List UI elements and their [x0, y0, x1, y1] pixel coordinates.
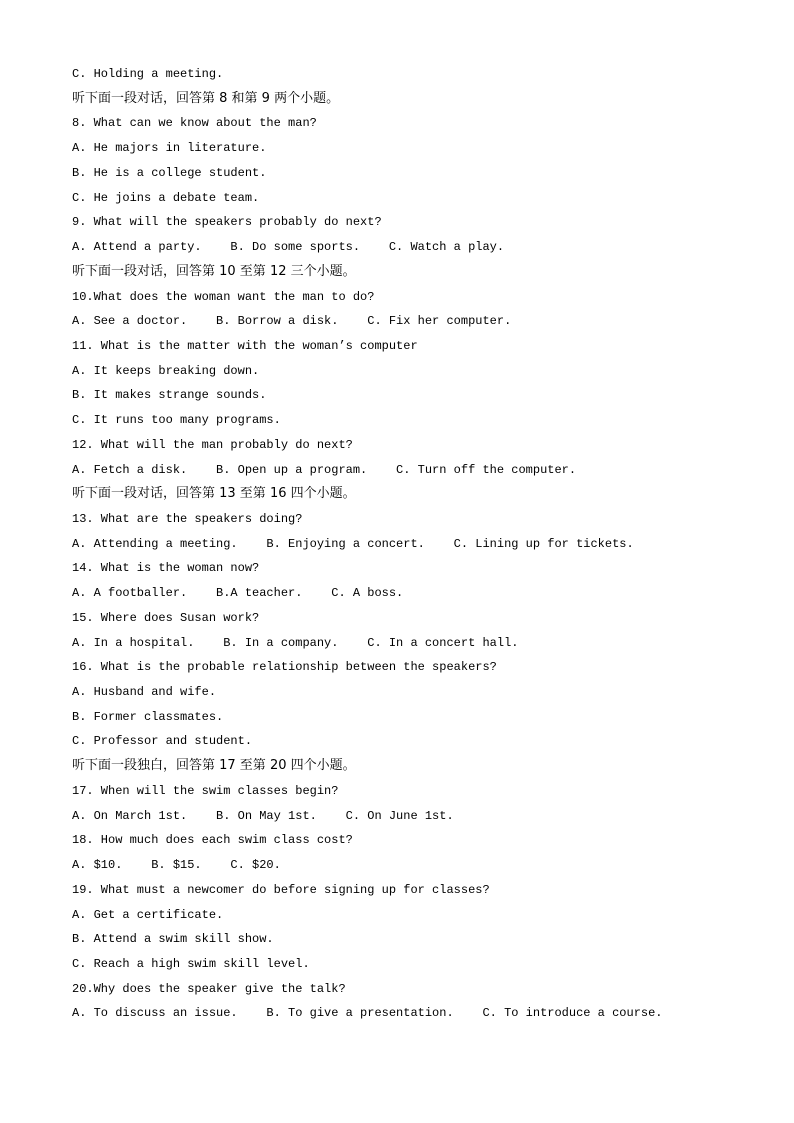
- section-instruction: 听下面一段对话，回答第 10 至第 12 三个小题。: [72, 263, 356, 279]
- question-text: 18. How much does each swim class cost?: [72, 833, 353, 848]
- question-text: 19. What must a newcomer do before signing up for classes?: [72, 882, 490, 897]
- answer-option: B. It makes strange sounds.: [72, 388, 267, 403]
- answer-option: A. Fetch a disk. B. Open up a program. C. Turn off the computer.: [72, 462, 577, 477]
- answer-option: B. Attend a swim skill show.: [72, 932, 274, 947]
- answer-option: A. He majors in literature.: [72, 141, 267, 156]
- answer-option: A. In a hospital. B. In a company. C. In a concert hall.: [72, 635, 519, 650]
- question-text: 20.Why does the speaker give the talk?: [72, 981, 346, 996]
- question-text: 16. What is the probable relationship between the speakers?: [72, 660, 497, 675]
- answer-option: C. Professor and student.: [72, 734, 253, 749]
- answer-option: C. Reach a high swim skill level.: [72, 956, 310, 971]
- question-text: 13. What are the speakers doing?: [72, 512, 303, 526]
- question-text: 11. What is the matter with the woman’s computer: [72, 338, 418, 353]
- answer-option: A. Husband and wife.: [72, 685, 217, 699]
- question-text: 15. Where does Susan work?: [72, 610, 260, 625]
- question-text: 10.What does the woman want the man to do?: [72, 289, 375, 304]
- answer-option: A. See a doctor. B. Borrow a disk. C. Fix her computer.: [72, 314, 512, 329]
- answer-option: A. On March 1st. B. On May 1st. C. On June 1st.: [72, 808, 454, 823]
- question-text: 12. What will the man probably do next?: [72, 437, 353, 452]
- section-instruction: 听下面一段独白，回答第 17 至第 20 四个小题。: [72, 758, 356, 774]
- question-text: 14. What is the woman now?: [72, 561, 260, 576]
- answer-option: A. To discuss an issue. B. To give a presentation. C. To introduce a course.: [72, 1006, 663, 1021]
- section-instruction: 听下面一段对话，回答第 13 至第 16 四个小题。: [72, 486, 356, 502]
- answer-option: A. Attend a party. B. Do some sports. C. Watch a play.: [72, 240, 505, 254]
- answer-option: A. Attending a meeting. B. Enjoying a concert. C. Lining up for tickets.: [72, 536, 634, 551]
- answer-option: A. It keeps breaking down.: [72, 363, 260, 378]
- answer-option: C. It runs too many programs.: [72, 413, 281, 428]
- answer-option: B. He is a college student.: [72, 165, 267, 180]
- section-instruction: 听下面一段对话，回答第 8 和第 9 两个小题。: [72, 90, 340, 106]
- question-text: 17. When will the swim classes begin?: [72, 783, 339, 798]
- question-text: 9. What will the speakers probably do next?: [72, 215, 382, 230]
- answer-option: C. He joins a debate team.: [72, 190, 260, 205]
- answer-option: A. A footballer. B.A teacher. C. A boss.: [72, 586, 404, 601]
- answer-option: C. Holding a meeting.: [72, 67, 224, 81]
- answer-option: A. $10. B. $15. C. $20.: [72, 858, 281, 872]
- question-text: 8. What can we know about the man?: [72, 116, 317, 131]
- answer-option: B. Former classmates.: [72, 709, 224, 724]
- answer-option: A. Get a certificate.: [72, 907, 224, 922]
